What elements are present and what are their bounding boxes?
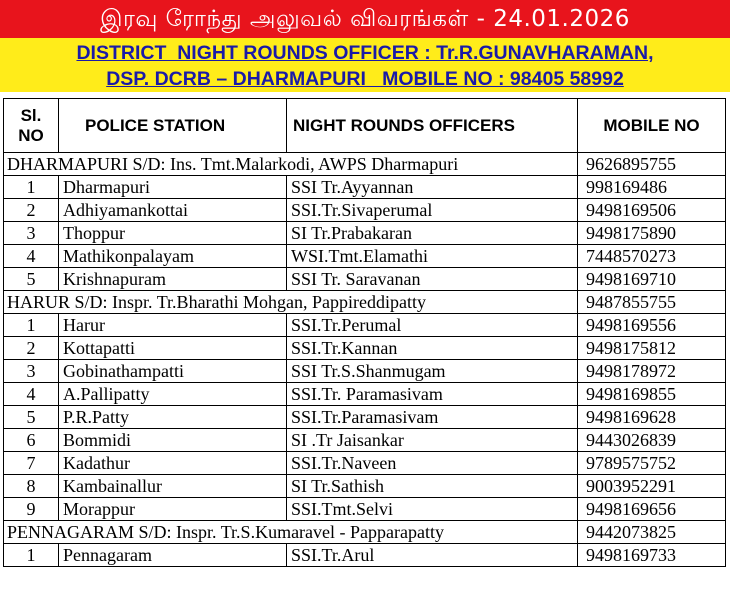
column-header-mobile: MOBILE NO xyxy=(578,99,726,153)
officer-cell: WSI.Tmt.Elamathi xyxy=(287,245,578,268)
police-station-cell: Adhiyamankottai xyxy=(59,199,287,222)
officer-cell: SI Tr.Sathish xyxy=(287,475,578,498)
table-body xyxy=(4,153,726,567)
sl-number: 4 xyxy=(4,383,59,406)
sl-number: 9 xyxy=(4,498,59,521)
table-row xyxy=(4,268,726,291)
sl-number: 1 xyxy=(4,314,59,337)
subdivision-mobile: 9442073825 xyxy=(578,521,726,544)
table-header-row xyxy=(4,99,726,153)
officer-cell: SI .Tr Jaisankar xyxy=(287,429,578,452)
officer-cell: SSI.Tmt.Selvi xyxy=(287,498,578,521)
sl-number: 1 xyxy=(4,544,59,567)
police-station-cell: Harur xyxy=(59,314,287,337)
column-header-officers: NIGHT ROUNDS OFFICERS xyxy=(287,99,578,153)
table-row xyxy=(4,452,726,475)
police-station-cell: Kambainallur xyxy=(59,475,287,498)
table-row xyxy=(4,222,726,245)
mobile-cell: 9498169733 xyxy=(578,544,726,567)
mobile-cell: 9789575752 xyxy=(578,452,726,475)
sl-number: 8 xyxy=(4,475,59,498)
police-station-cell: Morappur xyxy=(59,498,287,521)
sl-number: 3 xyxy=(4,222,59,245)
officer-cell: SSI.Tr.Arul xyxy=(287,544,578,567)
officer-cell: SSI.Tr.Naveen xyxy=(287,452,578,475)
officer-cell: SSI Tr.Ayyannan xyxy=(287,176,578,199)
officer-cell: SSI.Tr.Kannan xyxy=(287,337,578,360)
district-officer-line-2: DSP. DCRB – DHARMAPURI MOBILE NO : 98405 58992 xyxy=(106,68,624,90)
table-row xyxy=(4,314,726,337)
police-station-cell: Kadathur xyxy=(59,452,287,475)
officer-cell: SSI.Tr. Paramasivam xyxy=(287,383,578,406)
mobile-cell: 9498169628 xyxy=(578,406,726,429)
sl-number: 4 xyxy=(4,245,59,268)
table-row xyxy=(4,475,726,498)
district-officer-line-1: DISTRICT NIGHT ROUNDS OFFICER : Tr.R.GUNAVHARAMAN, xyxy=(76,42,654,64)
police-station-cell: P.R.Patty xyxy=(59,406,287,429)
sl-number: 2 xyxy=(4,199,59,222)
police-station-cell: Dharmapuri xyxy=(59,176,287,199)
table-row xyxy=(4,245,726,268)
police-station-cell: Pennagaram xyxy=(59,544,287,567)
sl-number: 6 xyxy=(4,429,59,452)
sl-number: 7 xyxy=(4,452,59,475)
table-row xyxy=(4,544,726,567)
table-row xyxy=(4,176,726,199)
sl-number: 3 xyxy=(4,360,59,383)
mobile-cell: 9498169656 xyxy=(578,498,726,521)
table-row xyxy=(4,383,726,406)
subdivision-label: HARUR S/D: Inspr. Tr.Bharathi Mohgan, Pappireddipatty xyxy=(4,291,578,314)
subdivision-row xyxy=(4,153,726,176)
mobile-cell: 998169486 xyxy=(578,176,726,199)
subdivision-row xyxy=(4,291,726,314)
officer-cell: SI Tr.Prabakaran xyxy=(287,222,578,245)
officer-cell: SSI.Tr.Perumal xyxy=(287,314,578,337)
subdivision-row xyxy=(4,521,726,544)
sl-number: 2 xyxy=(4,337,59,360)
mobile-cell: 7448570273 xyxy=(578,245,726,268)
page-title: இரவு ரோந்து அலுவல் விவரங்கள் - 24.01.2026 xyxy=(0,0,730,38)
mobile-cell: 9443026839 xyxy=(578,429,726,452)
table-row xyxy=(4,337,726,360)
mobile-cell: 9498169855 xyxy=(578,383,726,406)
table-row xyxy=(4,406,726,429)
subdivision-label: PENNAGARAM S/D: Inspr. Tr.S.Kumaravel - Papparapatty xyxy=(4,521,578,544)
police-station-cell: Mathikonpalayam xyxy=(59,245,287,268)
table-row xyxy=(4,360,726,383)
column-header-sl-no: Sl. NO xyxy=(4,99,59,153)
mobile-cell: 9498169556 xyxy=(578,314,726,337)
officer-cell: SSI.Tr.Sivaperumal xyxy=(287,199,578,222)
subdivision-mobile: 9487855755 xyxy=(578,291,726,314)
night-rounds-table xyxy=(3,98,726,567)
mobile-cell: 9003952291 xyxy=(578,475,726,498)
police-station-cell: Kottapatti xyxy=(59,337,287,360)
police-station-cell: A.Pallipatty xyxy=(59,383,287,406)
officer-cell: SSI Tr.S.Shanmugam xyxy=(287,360,578,383)
mobile-cell: 9498178972 xyxy=(578,360,726,383)
police-station-cell: Gobinathampatti xyxy=(59,360,287,383)
sl-number: 5 xyxy=(4,268,59,291)
officer-cell: SSI.Tr.Paramasivam xyxy=(287,406,578,429)
column-header-police-station: POLICE STATION xyxy=(59,99,287,153)
mobile-cell: 9498175812 xyxy=(578,337,726,360)
mobile-cell: 9498175890 xyxy=(578,222,726,245)
table-row xyxy=(4,498,726,521)
table-row xyxy=(4,199,726,222)
mobile-cell: 9498169710 xyxy=(578,268,726,291)
mobile-cell: 9498169506 xyxy=(578,199,726,222)
district-officer-banner xyxy=(0,38,730,92)
sl-number: 5 xyxy=(4,406,59,429)
police-station-cell: Bommidi xyxy=(59,429,287,452)
police-station-cell: Thoppur xyxy=(59,222,287,245)
subdivision-mobile: 9626895755 xyxy=(578,153,726,176)
subdivision-label: DHARMAPURI S/D: Ins. Tmt.Malarkodi, AWPS Dharmapuri xyxy=(4,153,578,176)
table-row xyxy=(4,429,726,452)
sl-number: 1 xyxy=(4,176,59,199)
officer-cell: SSI Tr. Saravanan xyxy=(287,268,578,291)
police-station-cell: Krishnapuram xyxy=(59,268,287,291)
